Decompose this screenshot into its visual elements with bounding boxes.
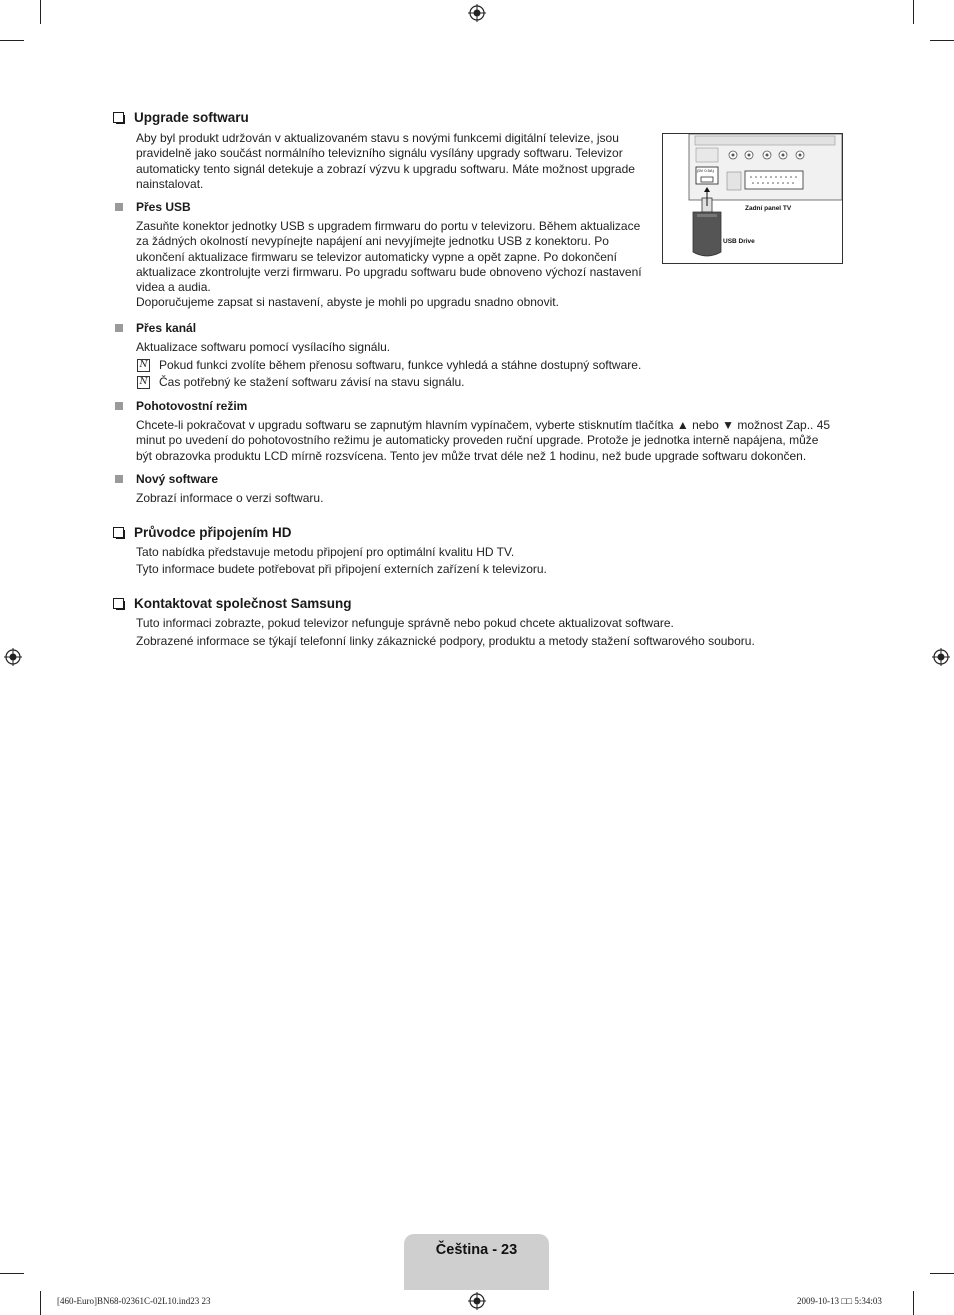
text-line: za žádných okolností nevypínejte napájení ani nevyjímejte jednotku USB z konektoru. Po bbox=[136, 234, 609, 249]
note-row bbox=[137, 375, 465, 389]
text-line: nainstalovat. bbox=[136, 176, 204, 191]
registration-mark-icon bbox=[932, 648, 950, 666]
text-line: Zobrazené informace se týkají telefonní linky zákaznické podpory, produktu a metody stažení softwarového souboru. bbox=[136, 634, 755, 649]
standby-text bbox=[136, 418, 830, 464]
square-bullet-icon bbox=[115, 475, 123, 483]
samsung-text bbox=[136, 616, 755, 650]
subsection-standby-heading bbox=[115, 399, 247, 413]
square-bullet-icon bbox=[115, 402, 123, 410]
usb-connection-figure bbox=[662, 133, 843, 264]
section-title: Průvodce připojením HD bbox=[134, 525, 292, 540]
text-line: být obrazovka produktu LCD mírně rozsvícena. Tento jev může trvat déle než 1 hodinu, než bude upgrade softwaru dokončen. bbox=[136, 448, 807, 463]
text-line: automaticky tento signál detekuje a zobrazí výzvu k upgradu softwaru. Máte možnost upgrade bbox=[136, 161, 635, 176]
text-line: videa a audia. bbox=[136, 280, 211, 295]
note-row bbox=[137, 358, 641, 372]
crop-mark bbox=[930, 40, 954, 41]
crop-mark bbox=[40, 0, 41, 24]
page-number-label: Čeština - 23 bbox=[435, 1242, 518, 1258]
section-upgrade-heading bbox=[113, 110, 249, 125]
crop-mark bbox=[0, 40, 24, 41]
subsection-title: Přes USB bbox=[136, 200, 191, 214]
text-line: Doporučujeme zapsat si nastavení, abyste je mohli po upgradu snadno obnovit. bbox=[136, 295, 559, 310]
hd-text bbox=[136, 545, 547, 578]
crop-mark bbox=[930, 1273, 954, 1274]
print-date-info: 2009-10-13 □□ 5:34:03 bbox=[797, 1296, 882, 1306]
registration-mark-icon bbox=[468, 4, 486, 22]
square-bullet-icon bbox=[115, 324, 123, 332]
section-title: Upgrade softwaru bbox=[134, 110, 249, 125]
note-icon: N bbox=[137, 376, 150, 389]
section-samsung-heading bbox=[113, 596, 352, 611]
subsection-usb-heading bbox=[115, 200, 191, 214]
text-line: Tuto informaci zobrazte, pokud televizor nefunguje správně nebo pokud chcete aktualizovat software. bbox=[136, 616, 674, 630]
text-line: Chcete-li pokračovat v upgradu softwaru se zapnutým hlavním vypínačem, vyberte stisknutím tlačítka ▲ nebo ▼ možnost Zap.. 45 bbox=[136, 418, 831, 432]
usb-drive-label: USB Drive bbox=[723, 238, 755, 245]
subsection-new-software-heading bbox=[115, 472, 218, 486]
checkbox-bullet-icon bbox=[113, 112, 124, 123]
crop-mark bbox=[40, 1291, 41, 1315]
crop-mark bbox=[913, 1291, 914, 1315]
new-software-text: Zobrazí informace o verzi softwaru. bbox=[136, 491, 324, 505]
print-file-info: [460-Euro]BN68-02361C-02L10.ind23 23 bbox=[57, 1296, 211, 1306]
text-line: Zasuňte konektor jednotky USB s upgradem firmwaru do portu v televizoru. Během aktualizace bbox=[136, 219, 641, 233]
subsection-title: Pohotovostní režim bbox=[136, 399, 248, 413]
upgrade-intro bbox=[136, 131, 635, 192]
text-line: Tato nabídka představuje metodu připojení pro optimální kvalitu HD TV. bbox=[136, 545, 515, 559]
text-line: minut po uvedení do pohotovostního režimu je automaticky proveden ruční upgrade. Protože je jednotka interně napájena, může bbox=[136, 433, 819, 448]
square-bullet-icon bbox=[115, 203, 123, 211]
registration-mark-icon bbox=[468, 1292, 486, 1310]
note-icon: N bbox=[137, 359, 150, 372]
checkbox-bullet-icon bbox=[113, 598, 124, 609]
text-line: Tyto informace budete potřebovat při připojení externích zařízení k televizoru. bbox=[136, 562, 547, 577]
usb-port-label: (5V 0.5A) bbox=[697, 168, 714, 173]
crop-mark bbox=[0, 1273, 24, 1274]
section-title: Kontaktovat společnost Samsung bbox=[134, 596, 352, 611]
registration-mark-icon bbox=[4, 648, 22, 666]
note-text: Čas potřebný ke stažení softwaru závisí na stavu signálu. bbox=[159, 375, 465, 389]
usb-text bbox=[136, 219, 642, 311]
subsection-channel-heading bbox=[115, 321, 196, 335]
section-hd-heading bbox=[113, 525, 292, 540]
subsection-title: Nový software bbox=[136, 472, 219, 486]
text-line: ukončení aktualizace firmwaru se televizor automaticky vypne a opět zapne. Po dokončení bbox=[136, 249, 617, 264]
crop-mark bbox=[913, 0, 914, 24]
text-line: Aby byl produkt udržován v aktualizovaném stavu s novými funkcemi digitální televize, jsou bbox=[136, 131, 619, 145]
subsection-title: Přes kanál bbox=[136, 321, 197, 335]
checkbox-bullet-icon bbox=[113, 527, 124, 538]
channel-text: Aktualizace softwaru pomocí vysílacího signálu. bbox=[136, 340, 391, 354]
text-line: aktualizace zkontrolujte verzi firmwaru. Po upgradu softwaru bude obnoveno výchozí nastavení bbox=[136, 264, 642, 279]
note-text: Pokud funkci zvolíte během přenosu softwaru, funkce vyhledá a stáhne dostupný software. bbox=[159, 358, 642, 372]
rear-panel-label: Zadní panel TV bbox=[745, 205, 792, 212]
page-number-tab bbox=[404, 1234, 549, 1290]
text-line: pravidelně jako součást normálního televizního signálu vysílány upgrady softwaru. Televizor bbox=[136, 146, 623, 161]
